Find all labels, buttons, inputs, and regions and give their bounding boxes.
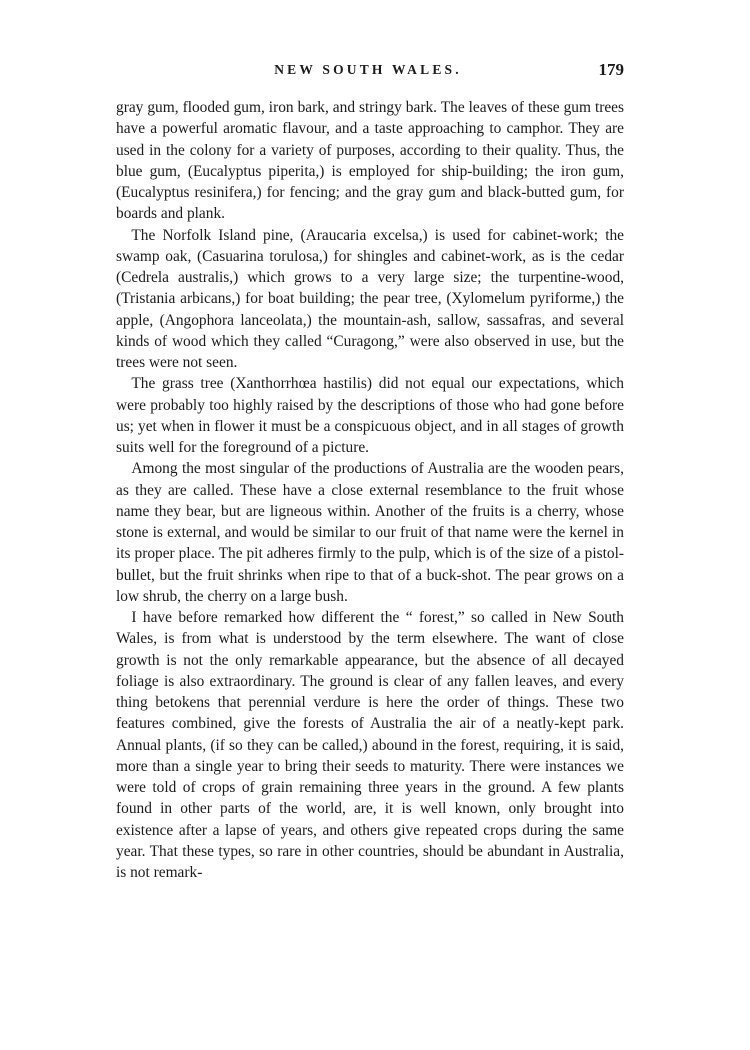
body-text <box>116 97 624 883</box>
paragraph-2: The Norfolk Island pine, (Araucaria excelsa,) is used for cabinet-work; the swamp oak, (Casuarina torulosa,) for shingles and cabinet-work, as is the cedar (Cedrela australis,) which grows to a very large size; the turpentine-wood, (Tristania arbicans,) for boat building; the pear tree, (Xylomelum pyriforme,) the apple, (Angophora lanceolata,) the mountain-ash, sallow, sassafras, and several kinds of wood which they called “Curagong,” were also observed in use, but the trees were not seen. <box>116 226 624 371</box>
paragraph-4: Among the most singular of the productions of Australia are the wooden pears, as they are called. These have a close external resemblance to the fruit whose name they bear, but are ligneous within. Another of the fruits is a cherry, whose stone is external, and would be similar to our fruit of that name were the kernel in its proper place. The pit adheres firmly to the pulp, which is of the size of a pistol-bullet, but the fruit shrinks when ripe to that of a buck-shot. The pear grows on a low shrub, the cherry on a large bush. <box>116 460 624 605</box>
page-number: 179 <box>598 60 624 79</box>
paragraph-1: gray gum, flooded gum, iron bark, and stringy bark. The leaves of these gum trees have a powerful aromatic flavour, and a taste approaching to camphor. They are used in the colony for a variety of purposes, according to their quality. Thus, the blue gum, (Eucalyptus piperita,) is employed for ship-building; the iron gum, (Eucalyptus resinifera,) for fencing; and the gray gum and black-butted gum, for boards and plank. <box>116 99 624 223</box>
running-head <box>112 62 624 86</box>
paragraph-3: The grass tree (Xanthorrhœa hastilis) did not equal our expectations, which were probably too highly raised by the descriptions of those who had gone before us; yet when in flower it must be a conspicuous object, and in all stages of growth suits well for the foreground of a picture. <box>116 375 624 456</box>
paragraph-5: I have before remarked how different the “ forest,” so called in New South Wales, is from what is understood by the term elsewhere. The want of close growth is not the only remarkable appearance, but the absence of all decayed foliage is also extraordinary. The ground is clear of any fallen leaves, and every thing betokens that perennial verdure is here the order of things. These two features combined, give the forests of Australia the air of a neatly-kept park. Annual plants, (if so they can be called,) abound in the forest, requiring, it is said, more than a single year to bring their seeds to maturity. There were instances we were told of crops of grain remaining three years in the ground. A few plants found in other parts of the world, are, it is well known, only brought into existence after a lapse of years, and others give repeated crops during the same year. That these types, so rare in other countries, should be abundant in Australia, is not remark- <box>116 609 624 881</box>
running-title: NEW SOUTH WALES. <box>274 62 462 77</box>
